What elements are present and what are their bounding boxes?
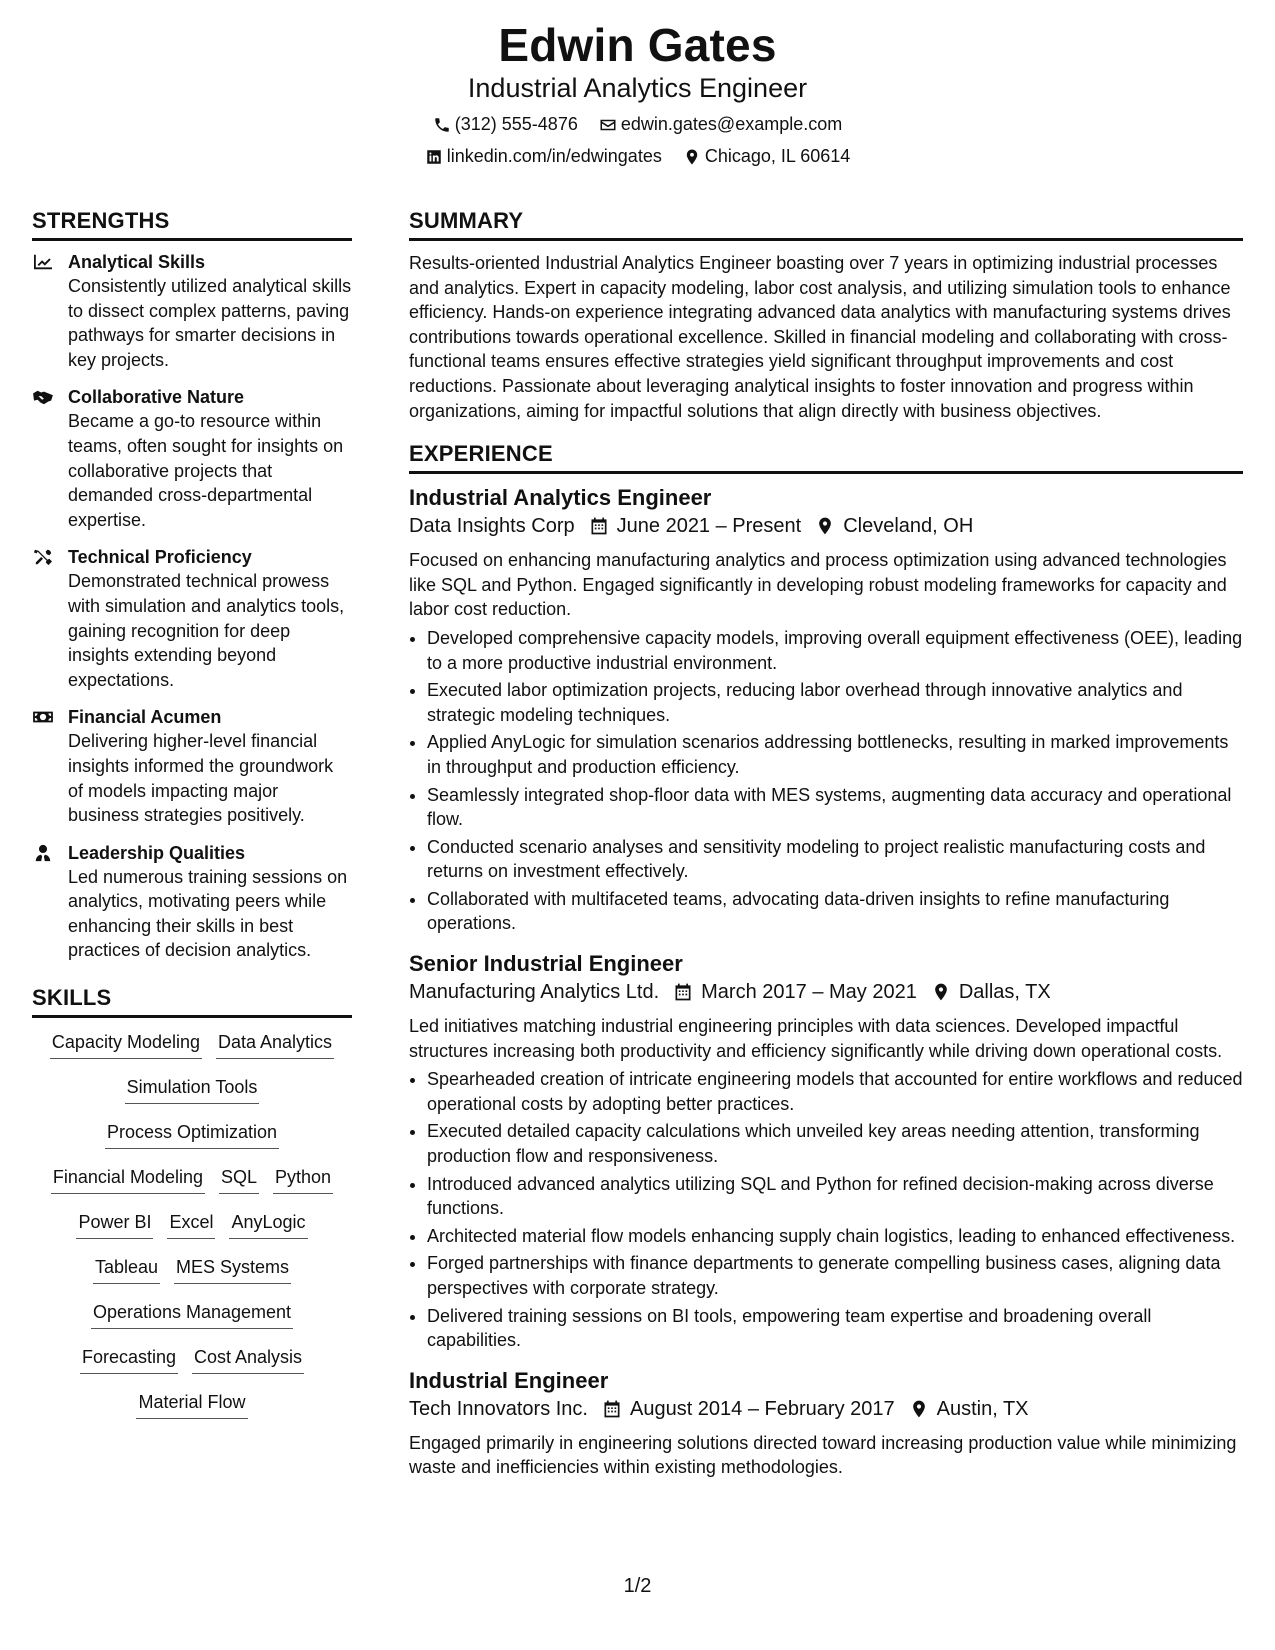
job-bullet: • Spearheaded creation of intricate engineering models that accounted for entire workflows and reduced operational costs by adopting better practices.	[427, 1067, 1243, 1116]
job-company: Tech Innovators Inc.	[409, 1397, 588, 1420]
strength-desc: Demonstrated technical prowess with simulation and analytics tools, gaining recognition for deep insights extending beyond expectations.	[68, 571, 345, 690]
strength-desc: Delivering higher-level financial insights informed the groundwork of models impacting major business strategies positively.	[68, 731, 334, 826]
phone-icon	[433, 116, 451, 134]
strength-item	[32, 706, 352, 827]
map-pin-icon	[683, 148, 701, 166]
candidate-name: Edwin Gates	[498, 19, 777, 71]
job-entry	[409, 484, 1243, 936]
strength-title: Financial Acumen	[68, 707, 222, 728]
skill-tag: Power BI	[76, 1208, 153, 1239]
calendar-icon	[602, 1399, 622, 1419]
job-bullet: • Delivered training sessions on BI tools, empowering team expertise and broadening overall capabilities.	[427, 1304, 1243, 1353]
job-bullets	[409, 1067, 1243, 1353]
strength-title: Leadership Qualities	[68, 842, 246, 863]
job-company: Data Insights Corp	[409, 515, 575, 538]
handshake-icon	[32, 388, 54, 406]
strength-item	[32, 386, 352, 532]
chart-line-icon	[32, 253, 54, 271]
job-bullet: • Forged partnerships with finance departments to generate compelling business cases, aligning data perspectives with corporate strategy.	[427, 1251, 1243, 1300]
location-text: Chicago, IL 60614	[704, 146, 851, 166]
job-company: Manufacturing Analytics Ltd.	[409, 981, 660, 1004]
contact-row-1	[0, 114, 1275, 139]
strength-desc: Consistently utilized analytical skills to dissect complex patterns, paving pathways for smarter decisions in key projects.	[68, 276, 352, 370]
strength-desc: Became a go-to resource within teams, often sought for insights on collaborative projects that demanded cross-departmental expertise.	[68, 411, 344, 530]
job-title: Senior Industrial Engineer	[409, 951, 683, 977]
job-location: Austin, TX	[936, 1397, 1029, 1420]
experience-heading: EXPERIENCE	[409, 441, 1243, 474]
strength-title: Technical Proficiency	[68, 547, 252, 568]
skill-tag: AnyLogic	[229, 1208, 307, 1239]
job-bullet: • Applied AnyLogic for simulation scenarios addressing bottlenecks, resulting in marked improvements in throughput and production efficiency.	[427, 730, 1243, 779]
skills-heading: SKILLS	[32, 985, 352, 1018]
job-entry	[409, 950, 1243, 1353]
job-dates: August 2014 – February 2017	[629, 1397, 895, 1420]
skill-tag: Data Analytics	[216, 1028, 334, 1059]
job-bullet: • Seamlessly integrated shop-floor data with MES systems, augmenting data accuracy and operational flow.	[427, 783, 1243, 832]
strength-title: Collaborative Nature	[68, 387, 245, 408]
skills-list	[32, 1028, 352, 1419]
contact-row-2	[0, 146, 1275, 171]
summary-heading: SUMMARY	[409, 208, 1243, 241]
skill-tag: Cost Analysis	[192, 1343, 304, 1374]
strengths-heading: STRENGTHS	[32, 208, 352, 241]
job-location: Cleveland, OH	[843, 515, 974, 538]
skill-tag: Excel	[167, 1208, 215, 1239]
job-entry	[409, 1367, 1243, 1480]
skill-tag: MES Systems	[174, 1253, 291, 1284]
strength-desc: Led numerous training sessions on analytics, motivating peers while enhancing their skills in best practices of decision analytics.	[68, 866, 348, 961]
strength-item	[32, 546, 352, 692]
skill-tag: Material Flow	[136, 1388, 247, 1419]
job-title: Industrial Engineer	[409, 1367, 609, 1393]
job-bullet: • Executed labor optimization projects, reducing labor overhead through innovative analytics and strategic modeling techniques.	[427, 678, 1243, 727]
envelope-icon	[599, 116, 617, 134]
page-number: 1/2	[623, 1575, 652, 1597]
job-bullet: • Collaborated with multifaceted teams, advocating data-driven insights to refine manufacturing operations.	[427, 887, 1243, 936]
summary-text: Results-oriented Industrial Analytics Engineer boasting over 7 years in optimizing industrial processes and analytics. Expert in capacity modeling, labor cost analysis, and utilizing simulation tools to enhance efficiency. Hands-on experience integrating advanced data analytics with manufacturing systems drives contributions towards operational excellence. Skilled in financial modeling and collaborating with cross-functional teams ensures effective strategies yield significant throughput improvements and cost reductions. Passionate about leveraging analytical insights to foster innovation and progress within organizations, aiming for impactful solutions that align directly with business objectives.	[409, 253, 1231, 421]
job-dates: March 2017 – May 2021	[701, 981, 917, 1004]
skill-tag: Forecasting	[80, 1343, 178, 1374]
strength-item	[32, 842, 352, 963]
skill-tag: Financial Modeling	[51, 1163, 205, 1194]
strength-title: Analytical Skills	[68, 252, 206, 272]
job-meta	[409, 978, 1243, 1006]
job-dates: June 2021 – Present	[616, 515, 802, 538]
linkedin-text: linkedin.com/in/edwingates	[446, 146, 662, 166]
calendar-icon	[589, 516, 609, 536]
linkedin-contact[interactable]	[425, 146, 662, 168]
job-bullets	[409, 626, 1243, 936]
email-contact[interactable]	[599, 114, 842, 136]
job-meta	[409, 512, 1243, 540]
skill-tag: SQL	[219, 1163, 259, 1194]
job-bullet: • Architected material flow models enhancing supply chain logistics, leading to enhanced effectiveness.	[427, 1224, 1243, 1249]
map-pin-icon	[931, 982, 951, 1002]
skill-tag: Python	[273, 1163, 333, 1194]
job-description: Engaged primarily in engineering solutions directed toward increasing production value while minimizing waste and inefficiencies within existing methodologies.	[409, 1432, 1237, 1478]
calendar-icon	[673, 982, 693, 1002]
skill-tag: Simulation Tools	[125, 1073, 260, 1104]
job-description: Led initiatives matching industrial engineering principles with data sciences. Developed impactful structures increasing both productivity and efficiency significantly while driving down operational costs.	[409, 1016, 1223, 1061]
job-bullet: • Conducted scenario analyses and sensitivity modeling to project realistic manufacturing costs and returns on investment effectively.	[427, 835, 1243, 884]
money-bill-icon	[32, 708, 54, 726]
skill-tag: Process Optimization	[105, 1118, 279, 1149]
job-bullet: • Introduced advanced analytics utilizing SQL and Python for refined decision-making across diverse functions.	[427, 1172, 1243, 1221]
job-bullet: • Executed detailed capacity calculations which unveiled key areas needing attention, transforming production flow and responsiveness.	[427, 1119, 1243, 1168]
location-contact	[683, 146, 850, 168]
map-pin-icon	[815, 516, 835, 536]
phone-contact	[433, 114, 578, 136]
candidate-role: Industrial Analytics Engineer	[467, 73, 808, 103]
email-text: edwin.gates@example.com	[620, 114, 843, 134]
job-meta	[409, 1395, 1243, 1423]
map-pin-icon	[909, 1399, 929, 1419]
linkedin-icon	[425, 148, 443, 166]
job-description: Focused on enhancing manufacturing analytics and process optimization using advanced technologies like SQL and Python. Engaged significantly in developing robust modeling frameworks for capacity and labor cost reduction.	[409, 550, 1227, 620]
right-column	[409, 208, 1243, 1494]
skill-tag: Operations Management	[91, 1298, 293, 1329]
skill-tag: Capacity Modeling	[50, 1028, 202, 1059]
strength-item	[32, 251, 352, 372]
tools-icon	[32, 548, 54, 566]
left-column	[32, 208, 352, 1433]
skill-tag: Tableau	[93, 1253, 160, 1284]
job-title: Industrial Analytics Engineer	[409, 485, 712, 511]
user-tie-icon	[32, 844, 54, 862]
phone-text: (312) 555-4876	[454, 114, 578, 134]
job-location: Dallas, TX	[958, 981, 1051, 1004]
job-bullet: • Developed comprehensive capacity models, improving overall equipment effectiveness (OEE), leading to a more productive industrial environment.	[427, 626, 1243, 675]
